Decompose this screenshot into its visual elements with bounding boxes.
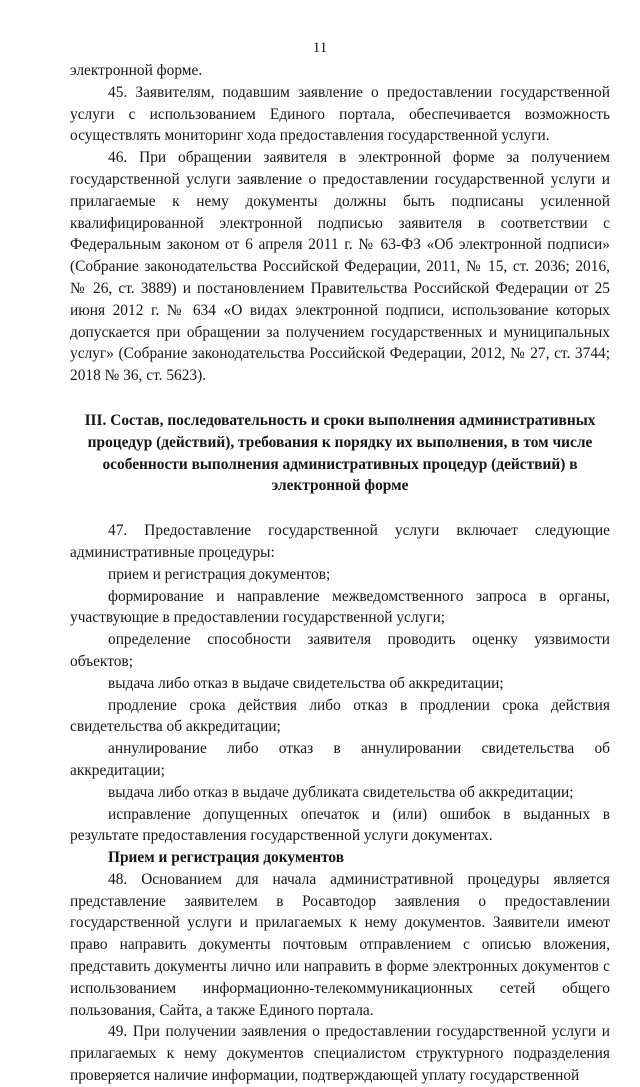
paragraph: выдача либо отказ в выдаче дубликата свидетельства об аккредитации; [108,783,574,801]
paragraph: аннулирование либо отказ в аннулировании свидетельства об аккредитации; [70,740,610,779]
paragraphs-top [70,60,610,387]
subheading: Прием и регистрация документов [108,849,345,867]
document-body [70,60,610,1087]
paragraph: формирование и направление межведомственного запроса в органы, участвующие в предоставлении государственной услуги; [70,587,610,627]
paragraph: продление срока действия либо отказ в продлении срока действия свидетельства об аккредитации; [70,696,610,736]
paragraph: выдача либо отказ в выдаче свидетельства об аккредитации; [108,674,504,692]
paragraph: 49. При получении заявления о предоставлении государственной услуги и прилагаемых к нему документов специалистом структурного подразделения проверяется наличие информации, подтверждающей уплату государственной [70,1023,610,1085]
page-number: 11 [312,40,328,56]
paragraph: определение способности заявителя проводить оценку уязвимости объектов; [70,631,610,670]
paragraph: 46. При обращении заявителя в электронной форме за получением государственной услуги заявление о предоставлении государственной услуги и прилагаемые к нему документы должны быть подписаны усиленной квалифицированной электронной подписью заявителя в соответствии с Федеральным законом от 6 апреля 2011 г. № 63-ФЗ «Об электронной подписи» (Собрание законодательства Российской Федерации, 2011, № 15, ст. 2036; 2016, № 26, ст. 3889) и постановлением Правительства Российской Федерации от 25 июня 2012 г. № 634 «О видах электронной подписи, использование которых допускается при обращении за получением государственных и муниципальных услуг» (Собрание законодательства Российской Федерации, 2012, № 27, ст. 3744; 2018 № 36, ст. 5623). [70,149,610,385]
paragraph: прием и регистрация документов; [108,565,331,583]
paragraph: 47. Предоставление государственной услуги включает следующие административные процедуры: [70,522,610,561]
paragraph: исправление допущенных опечаток и (или) ошибок в выданных в результате предоставления государственной услуги документах. [70,805,610,845]
paragraph: 48. Основанием для начала административной процедуры является представление заявителем в Росавтодор заявления о предоставлении государственной услуги и прилагаемых к нему документов. Заявители имеют право направить документы почтовым отправлением с описью вложения, представить документы лично или направить в форме электронных документов с использованием информационно-телекоммуникационных сетей общего пользования, Сайта, а также Единого портала. [70,870,610,1019]
paragraph: 45. Заявителям, подавшим заявление о предоставлении государственной услуги с использованием Единого портала, обеспечивается возможность осуществлять мониторинг хода предоставления государственной услуги. [70,83,610,145]
paragraphs-mid [70,520,610,847]
paragraph: электронной форме. [70,62,203,79]
paragraphs-bottom [70,869,610,1087]
section-heading: III. Состав, последовательность и сроки выполнения административных процедур (действий), требования к порядку их выполнения, в том числе особенности выполнения административных процедур (действий) в электронной форме [84,411,596,495]
